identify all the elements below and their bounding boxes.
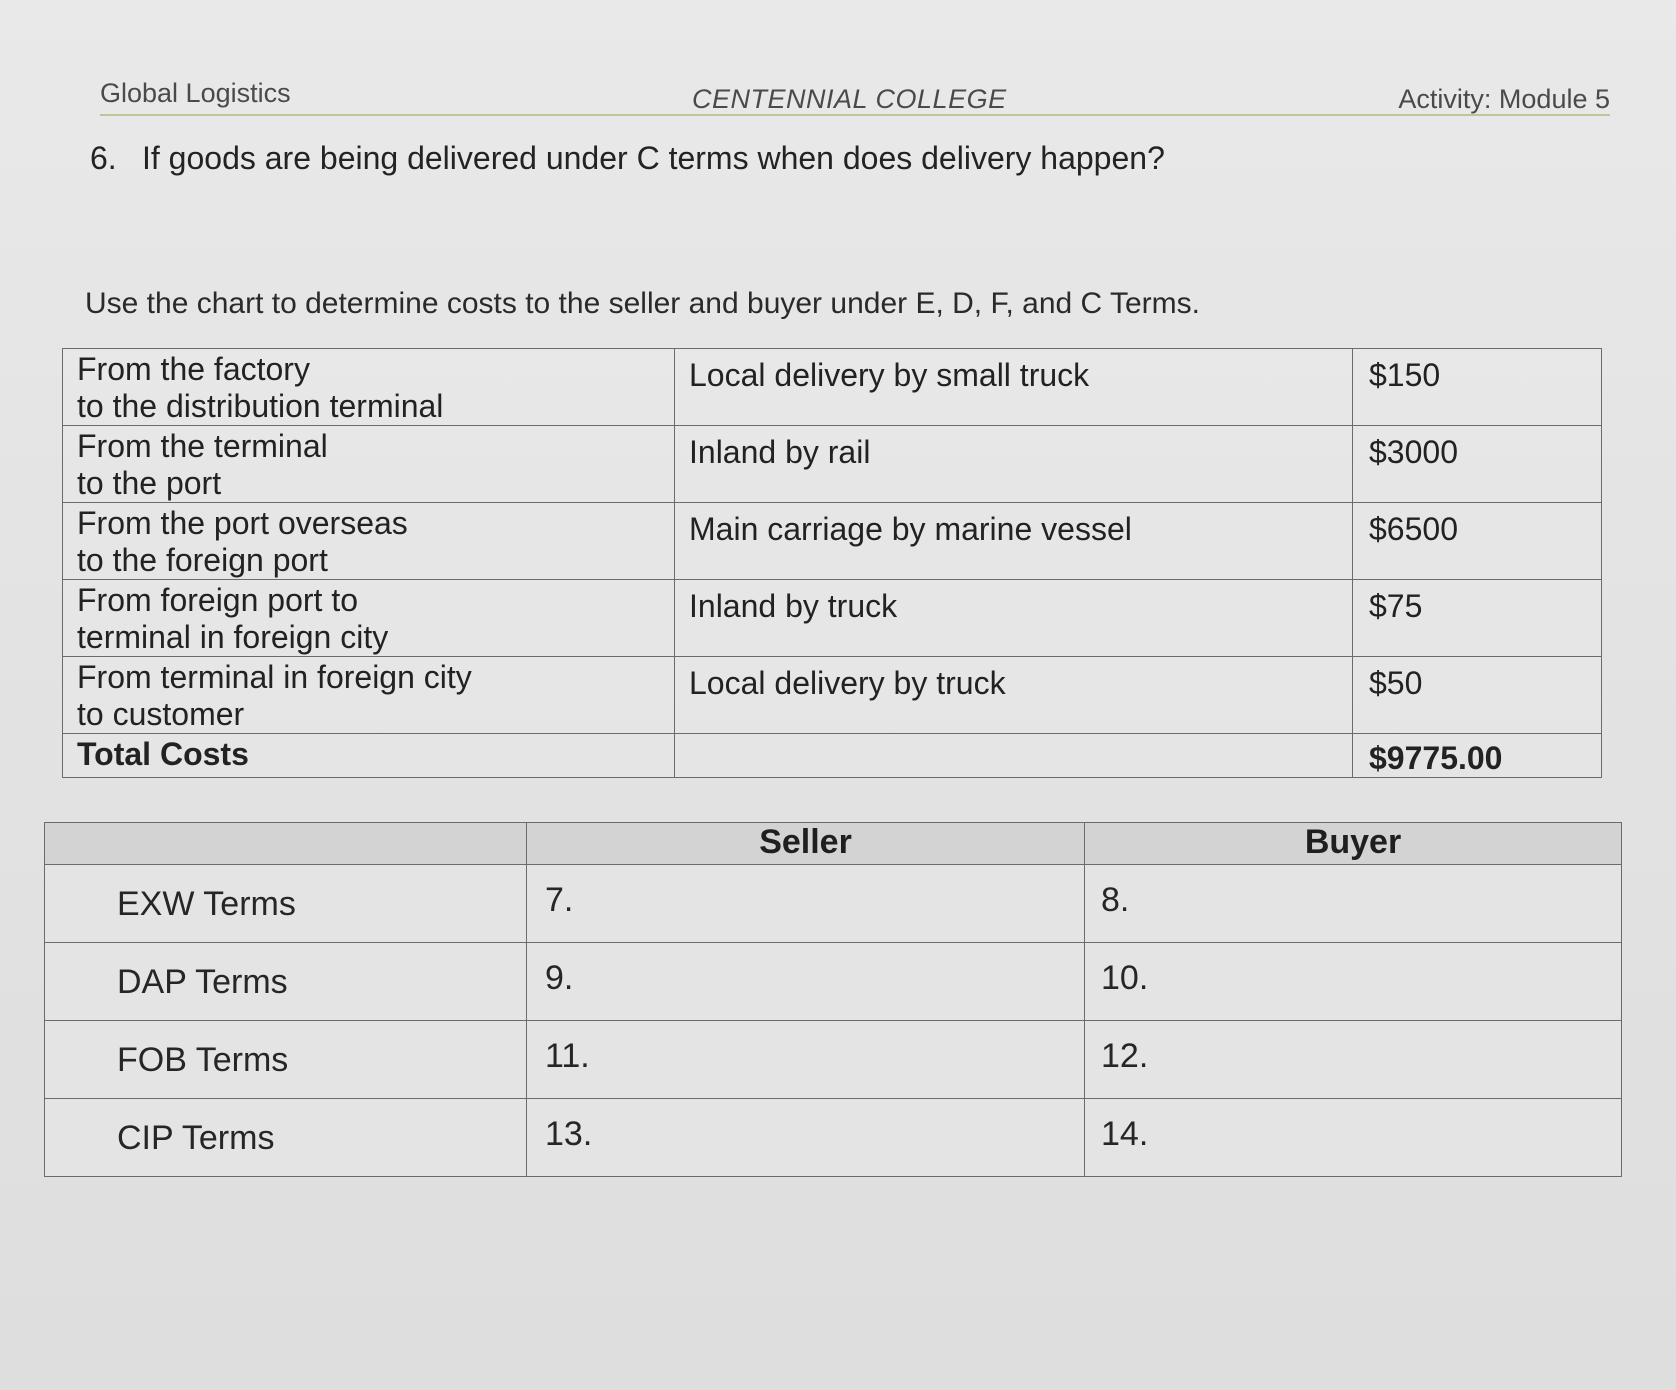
terms-table <box>44 822 1622 1177</box>
question-6 <box>90 140 1165 177</box>
route-cell <box>63 503 675 580</box>
total-row <box>63 734 1602 778</box>
route-line-2: to customer <box>77 696 245 732</box>
table-row <box>63 503 1602 580</box>
method-cell: Local delivery by small truck <box>675 349 1353 426</box>
cost-cell: $150 <box>1353 349 1602 426</box>
seller-answer-cell[interactable]: 11. <box>527 1021 1085 1099</box>
buyer-answer-cell[interactable]: 14. <box>1085 1099 1622 1177</box>
term-label: CIP Terms <box>45 1099 527 1177</box>
route-line-1: From the port overseas <box>77 505 408 541</box>
route-cell <box>63 349 675 426</box>
table-row <box>63 349 1602 426</box>
instruction-text: Use the chart to determine costs to the seller and buyer under E, D, F, and C Terms. <box>85 287 1200 320</box>
cost-cell: $3000 <box>1353 426 1602 503</box>
route-line-2: to the distribution terminal <box>77 388 444 424</box>
page-header <box>100 74 1610 116</box>
method-cell: Inland by truck <box>675 580 1353 657</box>
cost-cell: $6500 <box>1353 503 1602 580</box>
buyer-answer-cell[interactable]: 10. <box>1085 943 1622 1021</box>
route-cell <box>63 426 675 503</box>
term-label: DAP Terms <box>45 943 527 1021</box>
table-row <box>63 580 1602 657</box>
question-text: If goods are being delivered under C terms when does delivery happen? <box>142 140 1165 176</box>
seller-answer-cell[interactable]: 7. <box>527 865 1085 943</box>
route-line-2: to the port <box>77 465 222 501</box>
college-name: CENTENNIAL COLLEGE <box>692 84 1007 114</box>
route-line-1: From the factory <box>77 351 310 387</box>
terms-header-blank <box>45 823 527 865</box>
seller-header: Seller <box>527 823 1085 865</box>
seller-answer-cell[interactable]: 9. <box>527 943 1085 1021</box>
seller-answer-cell[interactable]: 13. <box>527 1099 1085 1177</box>
total-label: Total Costs <box>63 734 675 778</box>
course-title: Global Logistics <box>100 78 291 108</box>
method-cell: Local delivery by truck <box>675 657 1353 734</box>
method-cell: Inland by rail <box>675 426 1353 503</box>
method-cell: Main carriage by marine vessel <box>675 503 1353 580</box>
route-line-1: From terminal in foreign city <box>77 659 472 695</box>
table-row <box>45 1021 1622 1099</box>
table-row <box>45 943 1622 1021</box>
route-line-1: From foreign port to <box>77 582 358 618</box>
buyer-answer-cell[interactable]: 12. <box>1085 1021 1622 1099</box>
cost-table <box>62 348 1602 778</box>
term-label: FOB Terms <box>45 1021 527 1099</box>
table-row <box>45 865 1622 943</box>
terms-header-row <box>45 823 1622 865</box>
table-row <box>63 657 1602 734</box>
route-line-2: to the foreign port <box>77 542 328 578</box>
question-number: 6. <box>90 140 117 176</box>
route-line-2: terminal in foreign city <box>77 619 389 655</box>
total-empty-cell <box>675 734 1353 778</box>
route-line-1: From the terminal <box>77 428 328 464</box>
term-label: EXW Terms <box>45 865 527 943</box>
buyer-answer-cell[interactable]: 8. <box>1085 865 1622 943</box>
cost-cell: $50 <box>1353 657 1602 734</box>
cost-cell: $75 <box>1353 580 1602 657</box>
table-row <box>45 1099 1622 1177</box>
route-cell <box>63 657 675 734</box>
activity-label: Activity: Module 5 <box>1398 84 1610 114</box>
buyer-header: Buyer <box>1085 823 1622 865</box>
total-value: $9775.00 <box>1353 734 1602 778</box>
table-row <box>63 426 1602 503</box>
route-cell <box>63 580 675 657</box>
